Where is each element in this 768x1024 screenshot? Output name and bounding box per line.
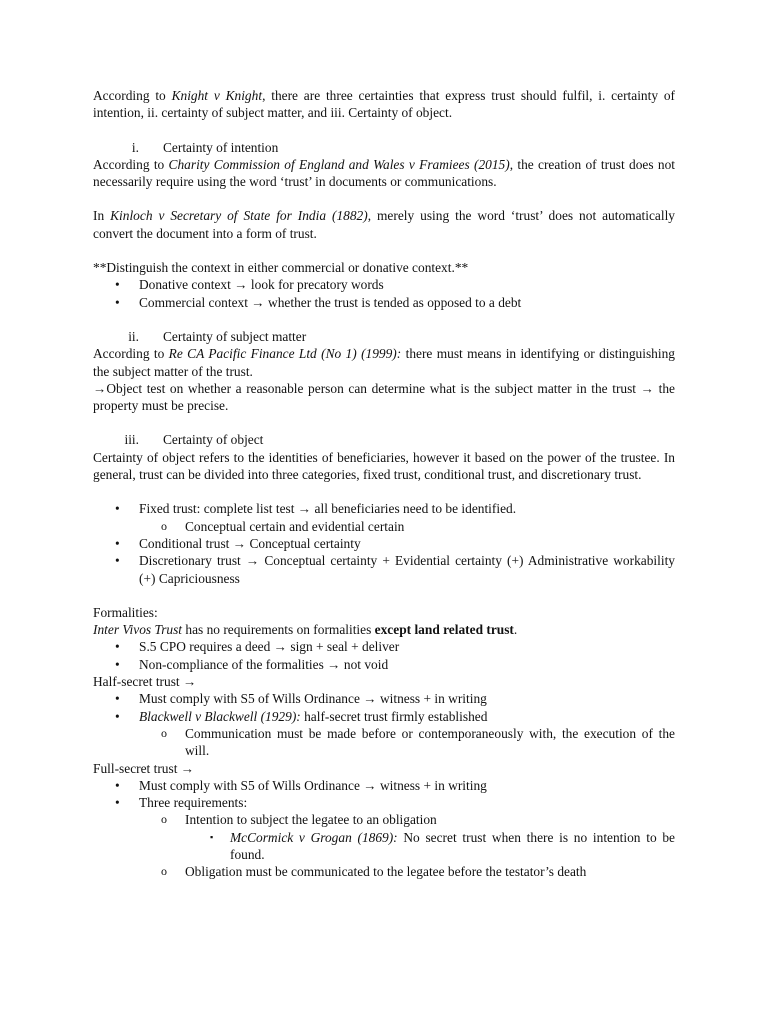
bullet-icon: • xyxy=(115,553,120,569)
text: According to xyxy=(93,156,169,172)
intro-text: According to xyxy=(93,88,172,103)
text: According to xyxy=(93,346,169,362)
text: half-secret trust firmly established xyxy=(300,708,488,724)
list-item xyxy=(93,518,675,535)
list-item xyxy=(93,794,675,811)
section-heading-object xyxy=(93,431,675,448)
paragraph xyxy=(93,156,675,191)
list-item xyxy=(93,535,675,552)
text: No secret trust when there is no intention to be found. xyxy=(230,829,676,862)
bullet-list xyxy=(93,276,675,311)
bullet-list xyxy=(93,777,675,881)
document-page xyxy=(93,87,675,881)
text: Discretionary trust → Conceptual certainty + Evidential certainty (+) Administrative workability (+) Capriciousness xyxy=(139,553,675,586)
case-name: McCormick v Grogan (1869): xyxy=(230,829,398,845)
bullet-icon: • xyxy=(115,708,120,724)
text: Non-compliance of the formalities → not void xyxy=(139,656,389,672)
list-item xyxy=(93,811,675,828)
case-name: Knight v Knight xyxy=(171,88,263,103)
text: Fixed trust: complete list test → all beneficiaries need to be identified. xyxy=(139,501,517,517)
case-name: Blackwell v Blackwell (1929): xyxy=(139,708,301,724)
text: Obligation must be communicated to the legatee before the testator’s death xyxy=(185,864,587,880)
circle-bullet-icon: o xyxy=(161,864,167,879)
circle-bullet-icon: o xyxy=(161,725,167,740)
list-item xyxy=(93,294,675,311)
section-title: Certainty of object xyxy=(163,432,264,448)
intro-text: , there are three certainties that express trust should fulfil, i. certainty of intention, ii. certainty of subject matter, and iii. Certainty of object. xyxy=(93,88,675,121)
text: , merely using the word ‘trust’ does not automatically convert the document into a form of trust. xyxy=(93,208,675,241)
list-item xyxy=(93,725,675,760)
formalities-title: Formalities: xyxy=(93,604,158,620)
text: Communication must be made before or contemporaneously with, the execution of the will. xyxy=(185,725,675,759)
section-heading-subject-matter xyxy=(93,328,675,345)
section-title: Certainty of subject matter xyxy=(163,328,307,344)
paragraph: →Object test on whether a reasonable person can determine what is the subject matter in the trust → the property must be precise. xyxy=(93,380,675,414)
case-name: Charity Commission of England and Wales v Framiees (2015) xyxy=(168,156,510,172)
bullet-icon: • xyxy=(115,639,120,655)
bullet-icon: • xyxy=(115,501,120,517)
list-item xyxy=(93,276,675,293)
bullet-list xyxy=(93,638,675,673)
list-item xyxy=(93,690,675,707)
list-item xyxy=(93,708,675,725)
note: **Distinguish the context in either commercial or donative context.** xyxy=(93,260,469,276)
text: . xyxy=(513,622,518,638)
bullet-list xyxy=(93,690,675,759)
bullet-icon: • xyxy=(115,277,120,293)
text: Donative context → look for precatory words xyxy=(139,277,384,293)
list-item xyxy=(93,863,675,880)
paragraph xyxy=(93,207,675,242)
bullet-icon: • xyxy=(115,656,120,672)
paragraph xyxy=(93,621,675,638)
list-item xyxy=(93,500,675,517)
half-secret-title: Half-secret trust → xyxy=(93,674,197,690)
bullet-icon: • xyxy=(115,294,120,310)
paragraph xyxy=(93,345,675,380)
list-item xyxy=(93,638,675,655)
bullet-icon: • xyxy=(115,777,120,793)
text: Commercial context → whether the trust is tended as opposed to a debt xyxy=(139,294,522,310)
case-name: Inter Vivos Trust xyxy=(93,622,183,638)
circle-bullet-icon: o xyxy=(161,812,167,827)
text: Conceptual certain and evidential certain xyxy=(185,518,405,534)
text: In xyxy=(93,208,111,224)
list-item xyxy=(93,656,675,673)
bullet-icon: • xyxy=(115,691,120,707)
bullet-icon: • xyxy=(115,535,120,551)
text: there must means in identifying or distinguishing the subject matter of the trust. xyxy=(93,346,675,379)
case-name: Kinloch v Secretary of State for India (1882) xyxy=(110,208,368,224)
full-secret-title: Full-secret trust → xyxy=(93,760,195,776)
list-item xyxy=(93,552,675,587)
section-number: iii. xyxy=(124,432,139,448)
section-title: Certainty of intention xyxy=(163,139,279,155)
case-name: Re CA Pacific Finance Ltd (No 1) (1999): xyxy=(168,346,402,362)
text: has no requirements on formalities xyxy=(182,622,375,638)
text: , the creation of trust does not necessarily require using the word ‘trust’ in documents or communications. xyxy=(93,156,675,190)
bold-text: except land related trust xyxy=(374,622,514,638)
text: Must comply with S5 of Wills Ordinance → witness + in writing xyxy=(139,777,487,793)
intro-paragraph xyxy=(93,87,675,122)
text: S.5 CPO requires a deed → sign + seal + deliver xyxy=(139,639,400,655)
list-item xyxy=(93,777,675,794)
section-number: i. xyxy=(131,139,139,155)
text: Conditional trust → Conceptual certainty xyxy=(139,535,361,551)
text: Intention to subject the legatee to an obligation xyxy=(185,812,437,828)
square-bullet-icon: ▪ xyxy=(210,831,214,842)
circle-bullet-icon: o xyxy=(161,518,167,533)
paragraph: Certainty of object refers to the identities of beneficiaries, however it based on the power of the trustee. In general, trust can be divided into three categories, fixed trust, conditional trust, and discretionary trust. xyxy=(93,449,675,483)
text: Three requirements: xyxy=(139,795,248,811)
text: Must comply with S5 of Wills Ordinance → witness + in writing xyxy=(139,691,487,707)
section-heading-intention xyxy=(93,139,675,156)
section-number: ii. xyxy=(128,328,139,344)
bullet-list xyxy=(93,500,675,586)
list-item xyxy=(93,829,675,864)
bullet-icon: • xyxy=(115,795,120,811)
